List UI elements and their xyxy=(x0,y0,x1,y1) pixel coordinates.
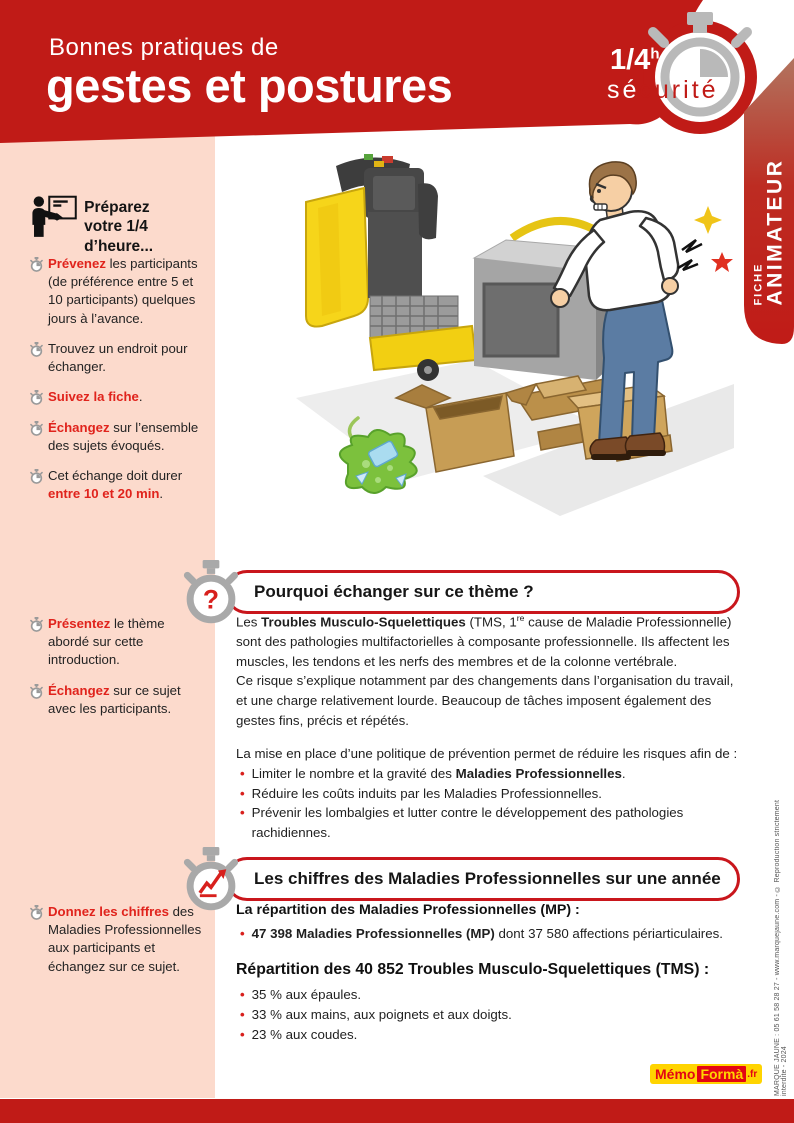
paragraph: Ce risque s’explique notamment par des changements dans l’organisation du travail, et une charge relativement lourde. Beaucoup de tâches imposent également des gestes fins, précis et répétés. xyxy=(236,673,734,728)
yellow-star-icon xyxy=(694,206,722,234)
illustration-back-pain-scene xyxy=(278,146,734,516)
logo-forma: Formà xyxy=(697,1066,746,1082)
list-item-text: Échangez sur l’ensemble des sujets évoqués. xyxy=(48,419,199,453)
bullet-text: Prévenir les lombalgies et lutter contre le développement des pathologies rachidiennes. xyxy=(251,805,684,841)
bullet-text: 23 % aux coudes. xyxy=(251,1026,358,1042)
logo-fr: .fr xyxy=(747,1068,758,1080)
list-item-text: Prévenez les participants (de préférence entre 5 et 10 participants) quelques jours à l’avance. xyxy=(48,256,198,326)
bullet-dot: • xyxy=(240,766,245,782)
bullet-item xyxy=(236,1025,748,1045)
list-item xyxy=(30,615,202,670)
logo-memo: Mémo xyxy=(655,1066,696,1082)
stopwatch-bullet-icon xyxy=(30,469,43,484)
list-item xyxy=(30,340,202,376)
stopwatch-bullet-icon xyxy=(30,342,43,357)
pain-marks-illustration xyxy=(678,206,733,272)
chiffres-checklist xyxy=(30,903,202,988)
stopwatch-bullet-icon xyxy=(30,905,43,920)
section-title-chiffres: Les chiffres des Maladies Professionnelles sur une année xyxy=(225,857,740,901)
list-item xyxy=(30,419,202,455)
bullet-text: 47 398 Maladies Professionnelles (MP) dont 37 580 affections périarticulaires. xyxy=(251,926,723,942)
bullet-item xyxy=(236,985,748,1005)
question-stopwatch-icon xyxy=(183,560,239,624)
section-title-why: Pourquoi échanger sur ce thème ? xyxy=(225,570,740,614)
chart-stopwatch-icon xyxy=(183,847,239,911)
memoforma-logo xyxy=(650,1064,762,1084)
document-pretitle: Bonnes pratiques de xyxy=(49,34,279,61)
stats-heading: Répartition des 40 852 Troubles Musculo-Squelettiques (TMS) : xyxy=(236,961,710,979)
footer-bar xyxy=(0,1099,794,1123)
presenter-board-icon xyxy=(30,190,78,242)
bullet-item xyxy=(236,924,748,944)
list-item xyxy=(30,467,202,503)
paragraph: La mise en place d’une politique de prévention permet de réduire les risques afin de : xyxy=(236,746,738,762)
bullet-dot: • xyxy=(240,1026,245,1042)
list-item xyxy=(30,903,202,976)
list-item-text: Présentez le thème abordé sur cette introduction. xyxy=(48,616,165,668)
list-item-text: Trouvez un endroit pour échanger. xyxy=(48,340,188,375)
bullet-dot: • xyxy=(240,785,245,801)
stopwatch-bullet-icon xyxy=(30,257,43,272)
bullet-item xyxy=(236,764,748,784)
bullet-item xyxy=(236,1005,748,1025)
prepare-title: Préparez votre 1/4 d’heure... xyxy=(84,199,154,255)
bullet-dot: • xyxy=(240,1006,245,1022)
theme-checklist xyxy=(30,615,202,730)
tab-animateur-text: ANIMATEUR xyxy=(763,158,787,306)
paragraph: Les Troubles Musculo-Squelettiques (TMS, 1re cause de Maladie Professionnelle) sont des pathologies multifactorielles à composante professionnelle. Ils affectent les muscles, les tendons et les nerfs des membres et de la colonne vertébrale. xyxy=(236,613,732,669)
stats-body xyxy=(236,900,748,1045)
list-item-text: Cet échange doit durer entre 10 et 20 min. xyxy=(48,467,183,502)
bullet-item xyxy=(236,803,748,842)
stopwatch-bullet-icon xyxy=(30,390,43,405)
red-star-icon xyxy=(711,252,733,272)
document-title: gestes et postures xyxy=(46,59,453,112)
quarter-hour-badge: 1/4$^h$ xyxy=(610,44,660,76)
bullet-dot: • xyxy=(240,926,245,942)
prepare-block xyxy=(30,190,202,256)
bullet-text: 35 % aux épaules. xyxy=(251,986,362,1002)
securite-badge: sécurité xyxy=(607,76,719,104)
list-item-text: Échangez sur ce sujet avec les participants. xyxy=(48,682,181,716)
fiche-animateur-label xyxy=(744,118,794,346)
bullet-dot: • xyxy=(240,805,245,821)
stopwatch-bullet-icon xyxy=(30,684,43,699)
list-item-text: Suivez la fiche. xyxy=(48,389,143,405)
stopwatch-bullet-icon xyxy=(30,617,43,632)
list-item xyxy=(30,682,202,718)
list-item xyxy=(30,388,202,406)
bullet-item xyxy=(236,784,748,804)
tab-fiche-text: FICHE xyxy=(751,262,764,306)
bullet-text: Réduire les coûts induits par les Maladies Professionnelles. xyxy=(251,785,602,801)
list-item xyxy=(30,255,202,328)
bullet-text: Limiter le nombre et la gravité des Maladies Professionnelles. xyxy=(251,766,626,782)
list-item-text: Donnez les chiffres des Maladies Professionnelles aux participants et échangez sur ce sujet. xyxy=(48,904,202,974)
stats-heading: La répartition des Maladies Professionnelles (MP) : xyxy=(236,902,580,918)
pallet-truck-illustration xyxy=(306,154,476,381)
why-body xyxy=(236,612,748,843)
bullet-dot: • xyxy=(240,986,245,1002)
stopwatch-bullet-icon xyxy=(30,421,43,436)
bullet-text: 33 % aux mains, aux poignets et aux doigts. xyxy=(251,1006,512,1022)
prepare-checklist xyxy=(30,255,202,515)
question-glyph: ? xyxy=(202,584,220,615)
copyright-side-note: MARQUE JAUNE : 05 61 58 28 27 - www.marquejaune.com - © Reproduction strictement interdite - 2024 xyxy=(774,799,788,1096)
